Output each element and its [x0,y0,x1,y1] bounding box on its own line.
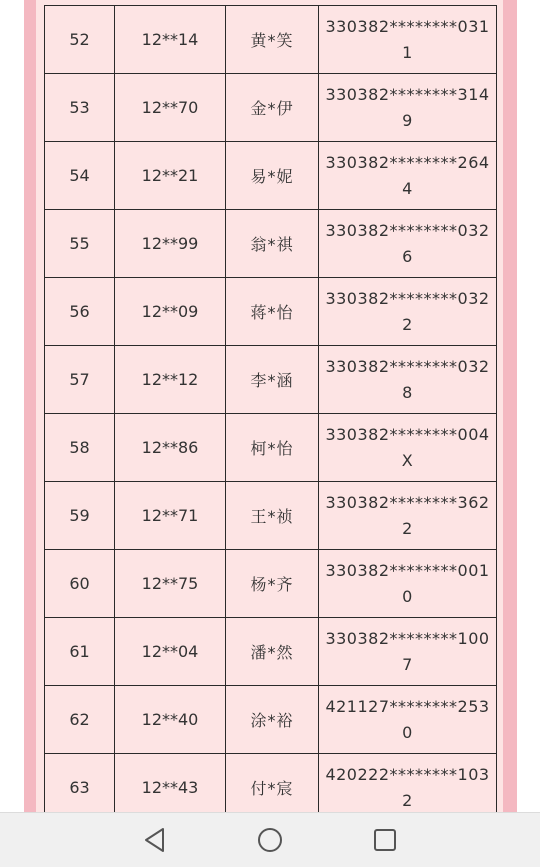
row-id-number-cell: 330382********004X [319,414,497,482]
roster-table [44,5,497,822]
row-id-number-cell: 420222********1032 [319,754,497,822]
row-index-cell: 53 [45,74,115,142]
back-button[interactable] [140,825,170,855]
table-row [45,142,497,210]
row-index-cell: 55 [45,210,115,278]
row-index-cell: 54 [45,142,115,210]
row-id-number-cell: 330382********1007 [319,618,497,686]
system-navigation-bar [0,812,540,867]
row-name-cell: 蒋*怡 [226,278,319,346]
triangle-back-icon [143,827,167,853]
row-code-cell: 12**99 [115,210,226,278]
row-code-cell: 12**40 [115,686,226,754]
row-index-cell: 56 [45,278,115,346]
row-code-cell: 12**86 [115,414,226,482]
row-index-cell: 62 [45,686,115,754]
row-id-number-cell: 330382********3622 [319,482,497,550]
row-name-cell: 王*祯 [226,482,319,550]
row-index-cell: 61 [45,618,115,686]
row-id-number-cell: 330382********0326 [319,210,497,278]
row-code-cell: 12**71 [115,482,226,550]
home-button[interactable] [255,825,285,855]
recents-button[interactable] [370,825,400,855]
table-row [45,74,497,142]
table-row [45,414,497,482]
table-row [45,482,497,550]
row-index-cell: 58 [45,414,115,482]
row-code-cell: 12**14 [115,6,226,74]
row-name-cell: 金*伊 [226,74,319,142]
row-code-cell: 12**43 [115,754,226,822]
table-row [45,346,497,414]
table-row [45,550,497,618]
row-code-cell: 12**09 [115,278,226,346]
row-index-cell: 59 [45,482,115,550]
row-name-cell: 柯*怡 [226,414,319,482]
row-code-cell: 12**75 [115,550,226,618]
row-id-number-cell: 421127********2530 [319,686,497,754]
row-id-number-cell: 330382********2644 [319,142,497,210]
row-name-cell: 李*涵 [226,346,319,414]
table-row [45,618,497,686]
row-name-cell: 涂*裕 [226,686,319,754]
row-id-number-cell: 330382********0328 [319,346,497,414]
row-name-cell: 潘*然 [226,618,319,686]
circle-home-icon [256,826,284,854]
roster-table-body [45,6,497,822]
row-id-number-cell: 330382********0311 [319,6,497,74]
row-code-cell: 12**70 [115,74,226,142]
row-index-cell: 57 [45,346,115,414]
row-name-cell: 翁*祺 [226,210,319,278]
row-code-cell: 12**12 [115,346,226,414]
square-recents-icon [372,827,398,853]
row-index-cell: 63 [45,754,115,822]
row-id-number-cell: 330382********3149 [319,74,497,142]
row-name-cell: 易*妮 [226,142,319,210]
table-row [45,6,497,74]
row-index-cell: 52 [45,6,115,74]
row-index-cell: 60 [45,550,115,618]
row-code-cell: 12**21 [115,142,226,210]
table-row [45,686,497,754]
row-id-number-cell: 330382********0322 [319,278,497,346]
row-code-cell: 12**04 [115,618,226,686]
row-name-cell: 黄*笑 [226,6,319,74]
table-row [45,278,497,346]
row-id-number-cell: 330382********0010 [319,550,497,618]
table-row [45,210,497,278]
row-name-cell: 杨*齐 [226,550,319,618]
row-name-cell: 付*宸 [226,754,319,822]
